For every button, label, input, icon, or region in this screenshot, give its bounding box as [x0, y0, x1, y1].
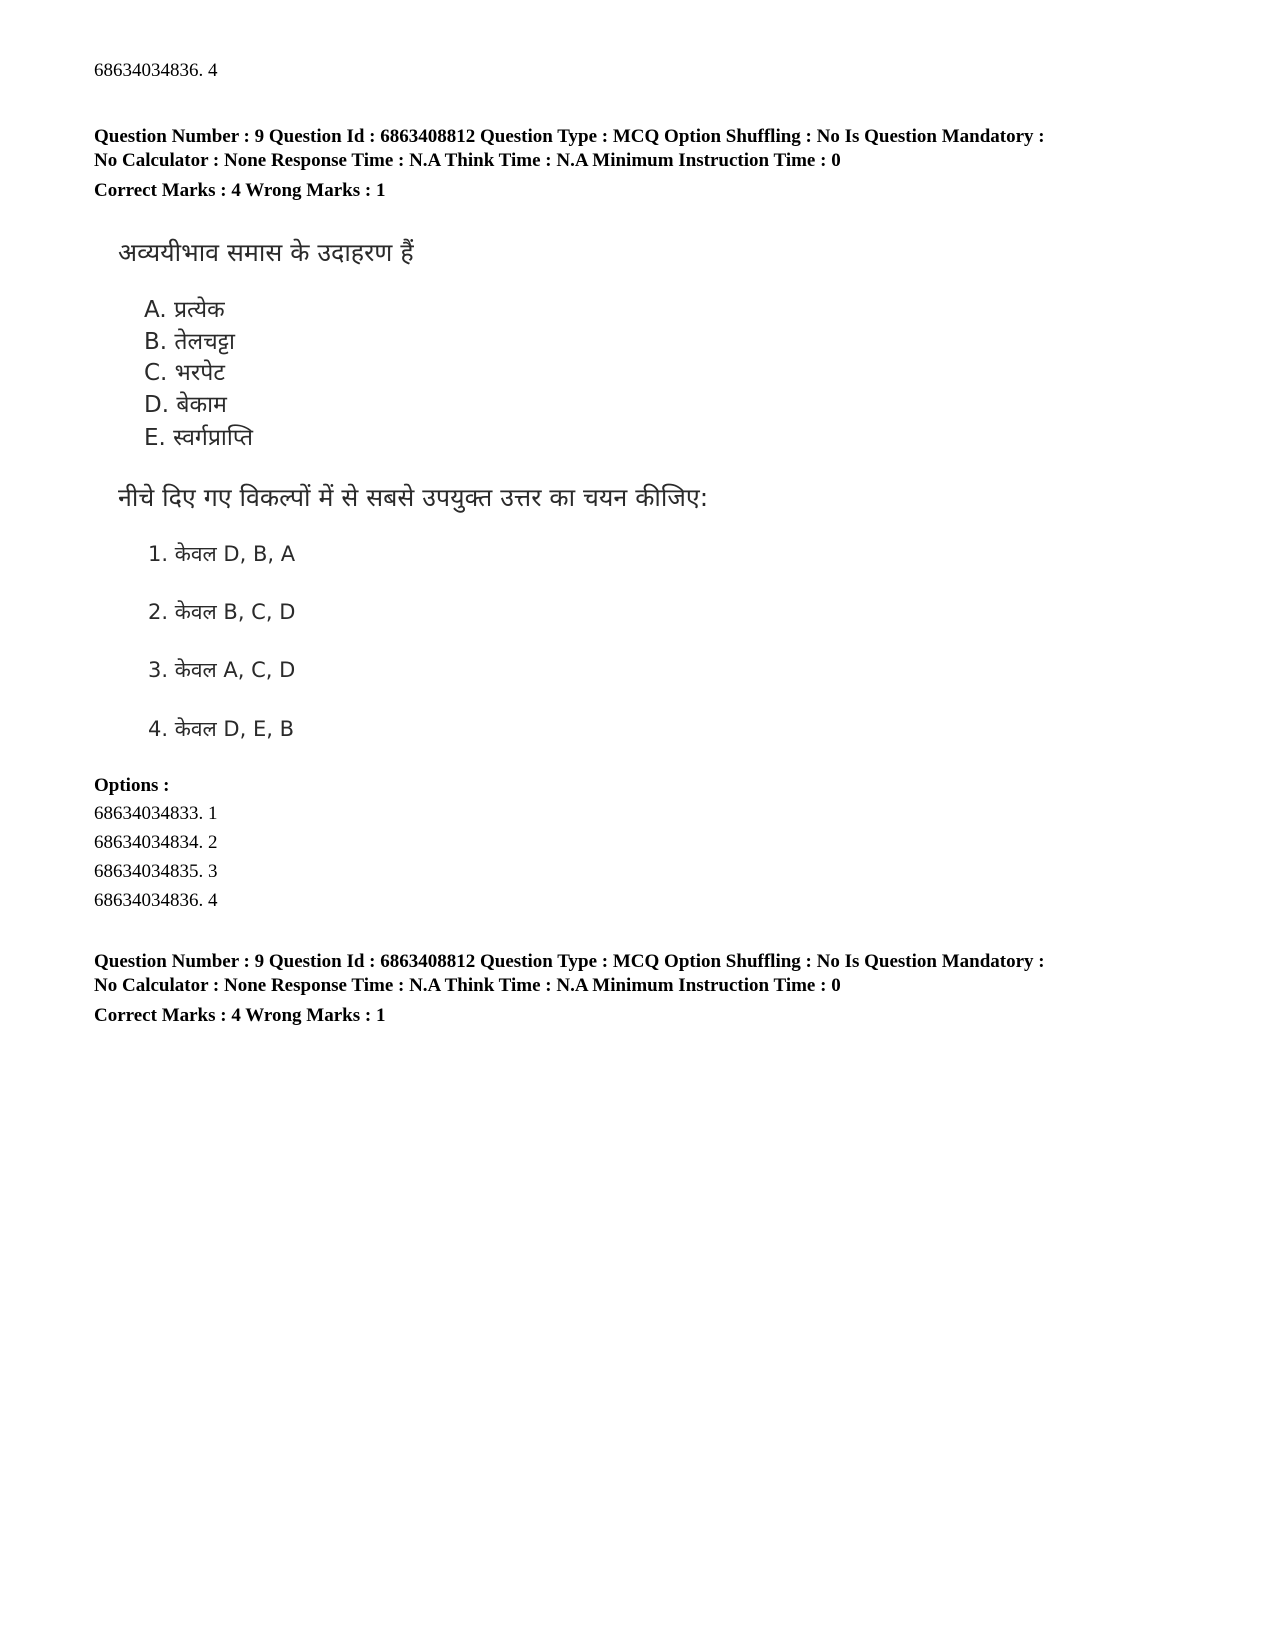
previous-option-line: 68634034836. 4: [94, 60, 218, 81]
question-meta-line2: No Calculator : None Response Time : N.A Think Time : N.A Minimum Instruction Time : 0: [94, 975, 841, 996]
question-marks: Correct Marks : 4 Wrong Marks : 1: [94, 1005, 386, 1026]
list-item: E. स्वर्गप्राप्ति: [144, 425, 254, 451]
list-item: A. प्रत्येक: [144, 297, 225, 323]
list-item: B. तेलचट्टा: [144, 329, 235, 355]
question-stem: अव्ययीभाव समास के उदाहरण हैं: [118, 238, 414, 267]
option-line: 68634034833. 1: [94, 803, 218, 824]
answer-choice: 3. केवल A, C, D: [148, 658, 296, 682]
question-instruction: नीचे दिए गए विकल्पों में से सबसे उपयुक्त उत्तर का चयन कीजिए:: [118, 483, 709, 512]
options-heading: Options :: [94, 775, 170, 796]
answer-choice: 2. केवल B, C, D: [148, 600, 296, 624]
option-line: 68634034834. 2: [94, 832, 218, 853]
answer-choice: 1. केवल D, B, A: [148, 542, 296, 566]
question-meta-line1: Question Number : 9 Question Id : 6863408812 Question Type : MCQ Option Shuffling : No Is Question Mandatory :: [94, 951, 1045, 972]
option-line: 68634034836. 4: [94, 890, 218, 911]
question-marks: Correct Marks : 4 Wrong Marks : 1: [94, 180, 386, 201]
list-item: D. बेकाम: [144, 392, 227, 418]
option-line: 68634034835. 3: [94, 861, 218, 882]
question-meta-line1: Question Number : 9 Question Id : 6863408812 Question Type : MCQ Option Shuffling : No Is Question Mandatory :: [94, 126, 1045, 147]
answer-choice: 4. केवल D, E, B: [148, 717, 294, 741]
list-item: C. भरपेट: [144, 360, 225, 386]
question-meta-line2: No Calculator : None Response Time : N.A Think Time : N.A Minimum Instruction Time : 0: [94, 150, 841, 171]
